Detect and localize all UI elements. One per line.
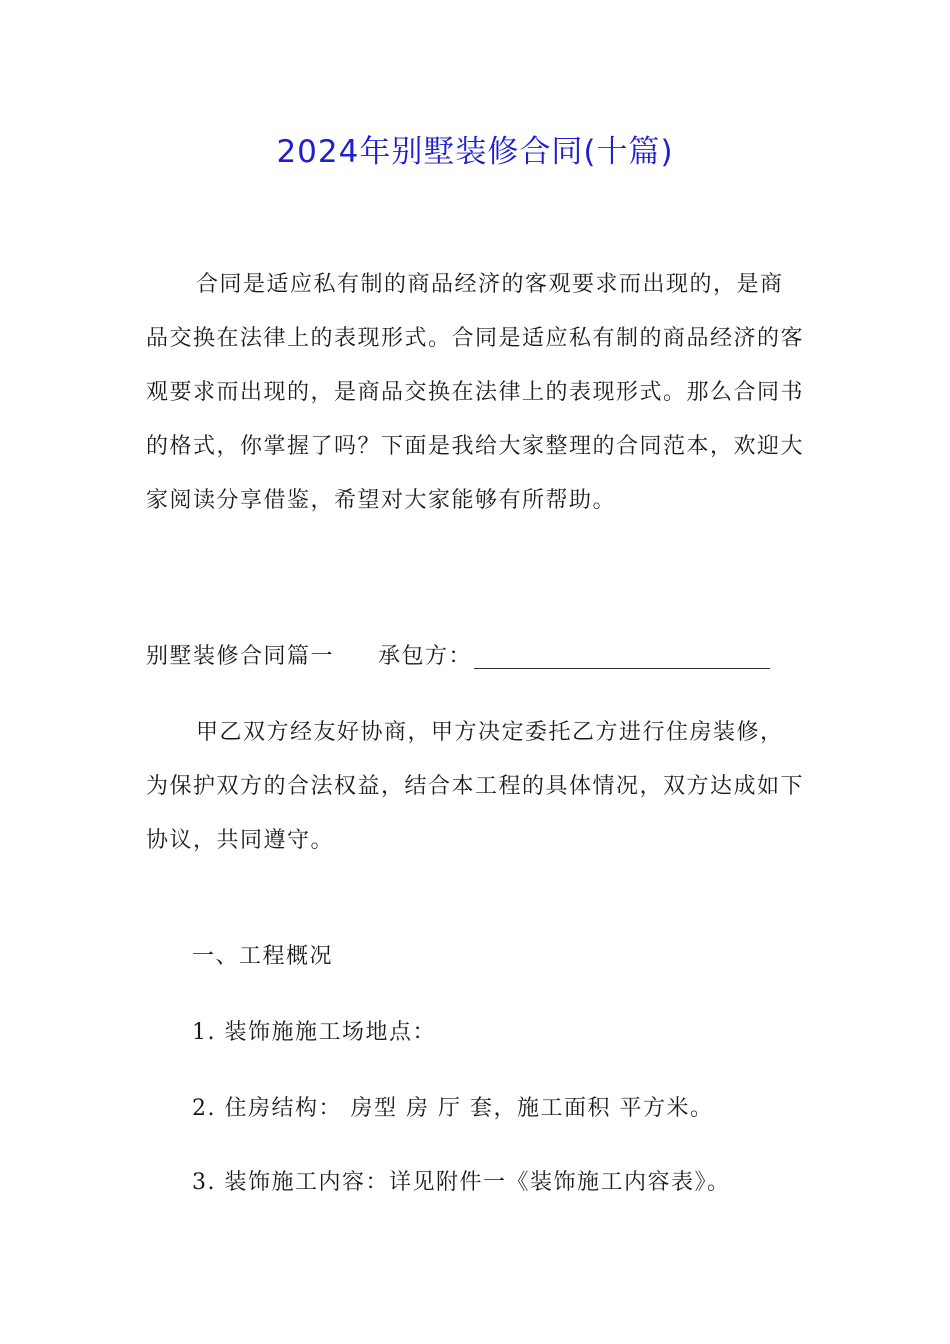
- part-one-heading: 一、工程概况: [192, 944, 334, 969]
- agreement-paragraph: 甲乙双方经友好协商，甲方决定委托乙方进行住房装修，为保护双方的合法权益，结合本工程的具体情况，双方达成如下协议，共同遵守。: [146, 720, 805, 853]
- section-heading-line: [146, 630, 806, 684]
- intro-paragraph: 合同是适应私有制的商品经济的客观要求而出现的，是商品交换在法律上的表现形式。合同是适应私有制的商品经济的客观要求而出现的，是商品交换在法律上的表现形式。那么合同书的格式，你掌握了吗？下面是我给大家整理的合同范本，欢迎大家阅读分享借鉴，希望对大家能够有所帮助。: [146, 272, 805, 513]
- list-item: 3. 装饰施工内容：详见附件一《装饰施工内容表》。: [192, 1170, 731, 1195]
- contractor-label: 承包方：: [378, 644, 473, 669]
- document-title: 2024年别墅装修合同(十篇): [276, 134, 674, 170]
- contractor-blank-line: [474, 646, 770, 669]
- list-item: 1. 装饰施施工场地点：: [192, 1020, 436, 1045]
- section-heading: 别墅装修合同篇一: [146, 644, 335, 669]
- list-item: 2. 住房结构： 房型 房 厅 套，施工面积 平方米。: [192, 1096, 714, 1121]
